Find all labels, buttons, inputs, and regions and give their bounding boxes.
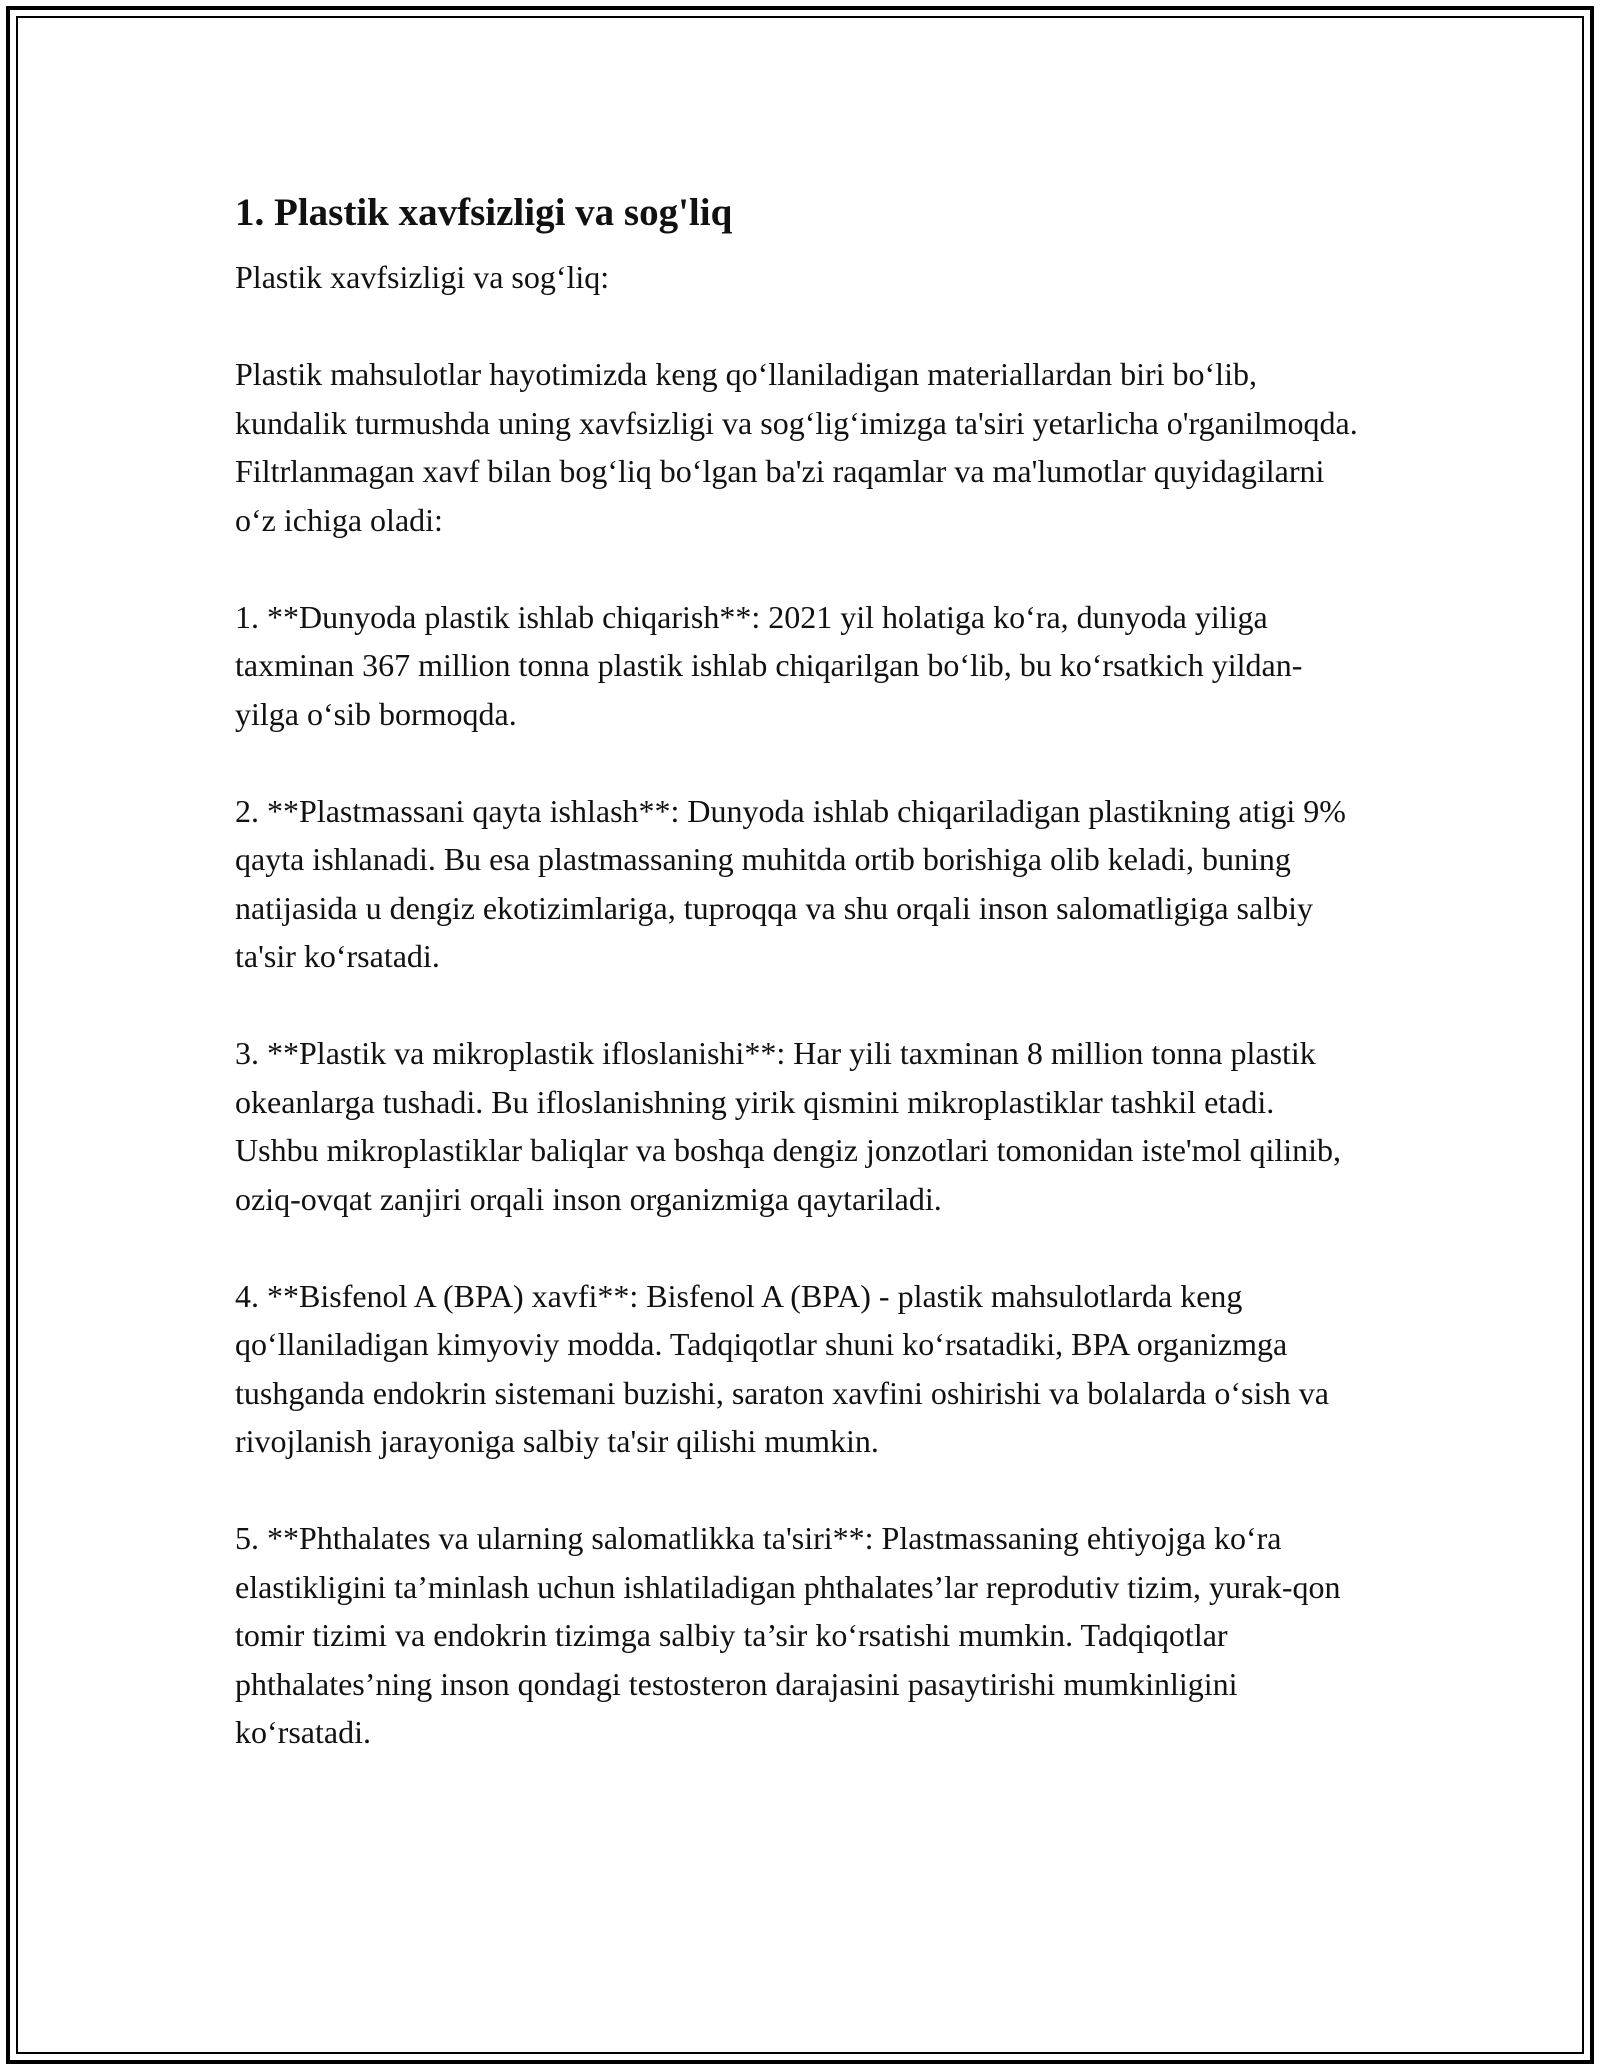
list-item-microplastic: 3. **Plastik va mikroplastik ifloslanishi**: Har yili taxminan 8 million tonna plastik okeanlarga tushadi. Bu ifloslanishning yirik qismini mikroplastiklar tashkil etadi. Ushbu mikroplastiklar baliqlar va boshqa dengiz jonzotlari tomonidan iste'mol qilinib, oziq-ovqat zanjiri orqali inson organizmiga qaytariladi. [235,1035,1342,1217]
intro-paragraph: Plastik mahsulotlar hayotimizda keng qo‘llaniladigan materiallardan biri bo‘lib, kundalik turmushda uning xavfsizligi va sog‘lig‘imizga ta'siri yetarlicha o'rganilmoqda. Filtrlanmagan xavf bilan bog‘liq bo‘lgan ba'zi raqamlar va ma'lumotlar quyidagilarni o‘z ichiga oladi: [235,356,1358,538]
document-subtitle: Plastik xavfsizligi va sog‘liq: [235,259,610,295]
list-item-production: 1. **Dunyoda plastik ishlab chiqarish**: 2021 yil holatiga ko‘ra, dunyoda yiliga taxminan 367 million tonna plastik ishlab chiqarilgan bo‘lib, bu ko‘rsatkich yildan-yilga o‘sib bormoqda. [235,598,1303,732]
document-body [235,185,1365,1757]
document-heading: 1. Plastik xavfsizligi va sog'liq [235,191,733,234]
list-item-recycling: 2. **Plastmassani qayta ishlash**: Dunyoda ishlab chiqariladigan plastikning atigi 9% qayta ishlanadi. Bu esa plastmassaning muhitda ortib borishiga olib keladi, buning natijasida u dengiz ekotizimlariga, tuproqqa va shu orqali inson salomatligiga salbiy ta'sir ko‘rsatadi. [235,792,1346,974]
list-item-phthalates: 5. **Phthalates va ularning salomatlikka ta'siri**: Plastmassaning ehtiyojga ko‘ra elastikligini ta’minlash uchun ishlatiladigan phthalates’lar reprodutiv tizim, yurak-qon tomir tizimi va endokrin tizimga salbiy ta’sir ko‘rsatishi mumkin. Tadqiqotlar phthalates’ning inson qondagi testosteron darajasini pasaytirishi mumkinligini ko‘rsatadi. [235,1520,1341,1750]
list-item-bpa: 4. **Bisfenol A (BPA) xavfi**: Bisfenol A (BPA) - plastik mahsulotlarda keng qo‘llaniladigan kimyoviy modda. Tadqiqotlar shuni ko‘rsatadiki, BPA organizmga tushganda endokrin sistemani buzishi, saraton xavfini oshirishi va bolalarda o‘sish va rivojlanish jarayoniga salbiy ta'sir qilishi mumkin. [235,1277,1329,1459]
